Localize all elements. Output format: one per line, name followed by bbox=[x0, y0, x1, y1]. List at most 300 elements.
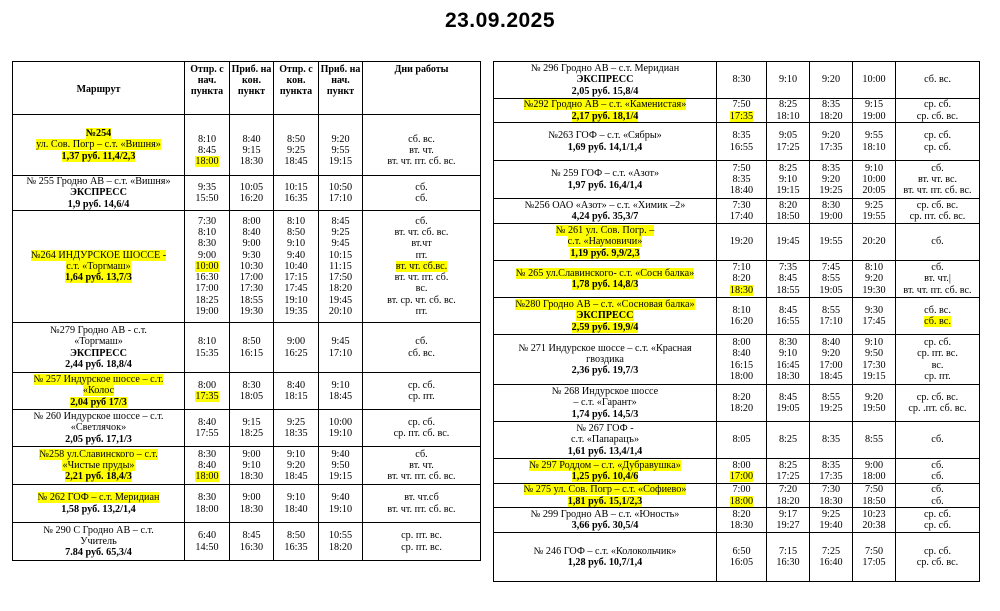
cell-dep-start bbox=[717, 335, 767, 385]
cell-arr-start bbox=[853, 459, 896, 484]
cell-arr-start bbox=[853, 99, 896, 123]
cell-route bbox=[13, 485, 185, 523]
route-line: 1,81 руб. 15,1/2,3 bbox=[567, 495, 643, 507]
time-line: 17:10 bbox=[328, 347, 353, 359]
days-line: ср. сб. вс. bbox=[916, 110, 959, 122]
table-row bbox=[13, 115, 481, 176]
route-line: 2,04 руб 17/3 bbox=[70, 396, 127, 408]
route-line: «Светлячок» bbox=[70, 422, 127, 434]
cell-arr-start bbox=[319, 410, 363, 447]
cell-dep-end bbox=[810, 385, 853, 422]
days-line: вт. чт. вс. bbox=[917, 173, 958, 185]
route-line: 2,59 руб. 19,9/4 bbox=[571, 321, 639, 333]
cell-arr-start bbox=[853, 224, 896, 261]
time-line: 18:40 bbox=[729, 185, 754, 197]
time-line: 9:10 bbox=[778, 173, 798, 185]
time-line: 9:20 bbox=[864, 273, 884, 285]
table-row bbox=[13, 485, 481, 523]
time-line: 19:45 bbox=[328, 294, 353, 306]
time-line: 18:25 bbox=[239, 428, 264, 439]
time-line: 19:25 bbox=[819, 403, 843, 414]
time-line: 7:15 bbox=[778, 545, 798, 557]
time-line: 18:00 bbox=[862, 471, 886, 482]
days-line: вт. чт.| bbox=[924, 273, 951, 285]
cell-route bbox=[13, 373, 185, 410]
time-line: 18:40 bbox=[284, 503, 308, 515]
time-line: 17:35 bbox=[729, 110, 754, 122]
time-line: 8:40 bbox=[821, 337, 841, 349]
time-line: 17:30 bbox=[239, 283, 264, 295]
time-line: 10:23 bbox=[862, 508, 886, 520]
time-line: 8:10 bbox=[197, 227, 217, 239]
time-line: 8:55 bbox=[821, 273, 841, 285]
cell-dep-start bbox=[717, 533, 767, 582]
route-line: 2,21 руб. 18,4/3 bbox=[65, 471, 132, 483]
days-line: вт. чт. пт. сб. вс. bbox=[387, 471, 456, 483]
time-line: 19:00 bbox=[862, 110, 886, 122]
table-row bbox=[13, 176, 481, 211]
cell-days bbox=[896, 385, 980, 422]
table-row bbox=[494, 62, 980, 99]
time-line: 18:55 bbox=[776, 284, 800, 296]
route-line: – с.т. «Гарант» bbox=[573, 397, 637, 409]
cell-route bbox=[494, 298, 717, 335]
cell-days bbox=[363, 485, 481, 523]
time-line: 9:10 bbox=[864, 162, 884, 174]
time-line: 9:55 bbox=[331, 145, 350, 156]
cell-arr-start bbox=[853, 161, 896, 199]
time-line: 9:20 bbox=[331, 133, 350, 145]
days-line: сб. bbox=[931, 262, 944, 274]
days-line: сб. вс. bbox=[408, 347, 435, 359]
days-line: ср. .пт. сб. вс. bbox=[908, 403, 967, 414]
route-line: ЭКСПРЕСС bbox=[576, 74, 634, 86]
route-line: № 267 ГОФ - bbox=[576, 423, 634, 435]
time-line: 19:15 bbox=[776, 185, 800, 197]
route-line: 2,17 руб. 18,1/4 bbox=[571, 110, 639, 122]
header-dep-start: Отпр. с нач. пункта bbox=[185, 62, 230, 115]
time-line: 19:15 bbox=[328, 156, 353, 168]
time-line: 8:10 bbox=[732, 304, 751, 316]
cell-days bbox=[896, 459, 980, 484]
route-line: 1,97 руб. 16,4/1,4 bbox=[567, 179, 643, 191]
time-line: 16:55 bbox=[729, 141, 754, 153]
cell-arr-start bbox=[853, 298, 896, 335]
route-line: 4,24 руб. 35,3/7 bbox=[571, 211, 639, 222]
time-line: 11:15 bbox=[329, 260, 352, 272]
time-line: 18:00 bbox=[195, 503, 219, 515]
cell-route bbox=[494, 99, 717, 123]
time-line: 20:05 bbox=[862, 185, 886, 197]
route-line: 1,58 руб. 13,2/1,4 bbox=[61, 503, 136, 515]
cell-arr-start bbox=[319, 211, 363, 323]
time-line: 18:50 bbox=[776, 211, 800, 222]
cell-arr-end bbox=[767, 533, 810, 582]
time-line: 18:45 bbox=[284, 156, 308, 168]
cell-arr-end bbox=[767, 62, 810, 99]
cell-arr-start bbox=[853, 261, 896, 298]
cell-dep-end bbox=[274, 176, 319, 211]
time-line: 7:30 bbox=[732, 199, 751, 211]
time-line: 17:05 bbox=[862, 557, 886, 568]
table-row bbox=[494, 199, 980, 224]
days-line: вс. bbox=[415, 283, 428, 295]
cell-dep-end bbox=[274, 115, 319, 176]
cell-dep-start bbox=[185, 410, 230, 447]
time-line: 8:40 bbox=[197, 416, 217, 428]
time-line: 9:20 bbox=[821, 173, 841, 185]
time-line: 19:00 bbox=[195, 305, 219, 317]
cell-dep-start bbox=[185, 323, 230, 373]
days-line: вт. ср. чт. сб. вс. bbox=[387, 294, 456, 306]
cell-route bbox=[494, 484, 717, 508]
cell-route bbox=[494, 459, 717, 484]
cell-dep-end bbox=[274, 485, 319, 523]
time-line: 8:10 bbox=[197, 133, 217, 145]
days-line: ср. пт. вс. bbox=[401, 530, 442, 542]
time-line: 8:10 bbox=[864, 262, 884, 274]
time-line: 9:50 bbox=[331, 459, 350, 471]
cell-dep-start bbox=[717, 224, 767, 261]
cell-dep-start bbox=[185, 485, 230, 523]
cell-arr-start bbox=[319, 373, 363, 410]
time-line: 9:10 bbox=[286, 448, 306, 460]
cell-route bbox=[494, 161, 717, 199]
days-line: сб. bbox=[931, 495, 944, 507]
time-line: 17:35 bbox=[819, 471, 843, 482]
cell-route bbox=[494, 385, 717, 422]
time-line: 8:20 bbox=[732, 391, 751, 403]
left-schedule-table bbox=[12, 61, 481, 561]
cell-arr-start bbox=[853, 484, 896, 508]
time-line: 19:55 bbox=[819, 236, 843, 248]
cell-dep-end bbox=[810, 335, 853, 385]
time-line: 16:40 bbox=[819, 557, 843, 568]
cell-dep-end bbox=[810, 533, 853, 582]
cell-dep-start bbox=[185, 523, 230, 561]
route-line: 1,74 руб. 14,5/3 bbox=[571, 408, 639, 420]
cell-arr-end bbox=[230, 176, 274, 211]
cell-dep-start bbox=[185, 447, 230, 485]
days-line: сб. вс. bbox=[408, 133, 435, 145]
cell-arr-end bbox=[767, 298, 810, 335]
days-line: ср. сб. bbox=[923, 520, 952, 531]
days-line: ср. сб. bbox=[923, 99, 952, 111]
time-line: 9:10 bbox=[864, 337, 884, 349]
days-line: ср. сб. вс. bbox=[916, 391, 959, 403]
route-line: №258 ул.Славинского – с.т. bbox=[39, 448, 158, 460]
cell-arr-end bbox=[767, 123, 810, 161]
time-line: 18:55 bbox=[239, 294, 264, 306]
time-line: 8:10 bbox=[286, 216, 306, 228]
table-row bbox=[494, 224, 980, 261]
cell-dep-start bbox=[717, 199, 767, 224]
cell-route bbox=[494, 422, 717, 459]
table-row bbox=[13, 373, 481, 410]
cell-route bbox=[13, 447, 185, 485]
time-line: 8:20 bbox=[732, 273, 751, 285]
table-row bbox=[494, 459, 980, 484]
time-line: 8:55 bbox=[864, 434, 884, 446]
time-line: 8:45 bbox=[331, 216, 350, 228]
route-line: 1,61 руб. 13,4/1,4 bbox=[567, 445, 643, 457]
cell-dep-end bbox=[810, 199, 853, 224]
time-line: 9:10 bbox=[286, 238, 306, 250]
cell-dep-end bbox=[810, 99, 853, 123]
time-line: 19:35 bbox=[284, 305, 308, 317]
time-line: 8:50 bbox=[286, 133, 306, 145]
days-line: ср. сб. bbox=[407, 416, 436, 428]
time-line: 9:20 bbox=[821, 74, 841, 86]
time-line: 9:25 bbox=[331, 227, 350, 239]
time-line: 7:35 bbox=[778, 262, 798, 274]
time-line: 15:35 bbox=[195, 347, 219, 359]
time-line: 10:55 bbox=[328, 530, 353, 542]
route-line: №264 ИНДУРСКОЕ ШОССЕ - bbox=[30, 249, 167, 261]
time-line: 16:05 bbox=[729, 557, 754, 568]
time-line: 8:35 bbox=[821, 459, 841, 471]
route-line: 1,64 руб. 13,7/3 bbox=[65, 272, 132, 284]
time-line: 19:15 bbox=[862, 370, 886, 382]
cell-days bbox=[896, 161, 980, 199]
days-line: ср. пт. сб. вс. bbox=[909, 211, 966, 222]
time-line: 19:10 bbox=[328, 428, 353, 439]
cell-days bbox=[896, 261, 980, 298]
time-line: 18:50 bbox=[862, 495, 886, 507]
time-line: 20:20 bbox=[862, 236, 886, 248]
cell-arr-end bbox=[767, 199, 810, 224]
time-line: 9:55 bbox=[864, 130, 884, 142]
time-line: 8:25 bbox=[778, 434, 798, 446]
cell-dep-start bbox=[717, 459, 767, 484]
days-line: ср. пт. сб. вс. bbox=[393, 428, 450, 439]
time-line: 9:45 bbox=[331, 336, 350, 348]
route-line: гвоздика bbox=[586, 353, 624, 365]
days-line: сб. bbox=[931, 484, 944, 496]
days-line: сб. bbox=[415, 336, 428, 348]
time-line: 8:40 bbox=[242, 133, 261, 145]
cell-route bbox=[13, 523, 185, 561]
cell-days bbox=[363, 323, 481, 373]
days-line: ср. сб. bbox=[923, 141, 952, 153]
route-line: № 262 ГОФ – с.т. Меридиан bbox=[37, 492, 160, 504]
route-line: № 255 Гродно АВ – с.т. «Вишня» bbox=[26, 176, 171, 188]
cell-arr-start bbox=[853, 508, 896, 533]
route-line: «Чистые пруды» bbox=[62, 459, 135, 471]
route-line: № 290 С Гродно АВ – с.т. bbox=[43, 524, 154, 536]
cell-arr-end bbox=[767, 224, 810, 261]
time-line: 8:35 bbox=[821, 162, 841, 174]
header-arr-start: Приб. на нач. пункт bbox=[319, 62, 363, 115]
cell-arr-start bbox=[853, 385, 896, 422]
time-line: 18:30 bbox=[776, 370, 800, 382]
time-line: 8:30 bbox=[197, 492, 217, 504]
time-line: 18:30 bbox=[239, 503, 264, 515]
days-line: ср. сб. bbox=[923, 545, 952, 557]
cell-dep-end bbox=[810, 459, 853, 484]
time-line: 8:50 bbox=[286, 227, 306, 239]
table-row bbox=[494, 335, 980, 385]
time-line: 17:35 bbox=[195, 391, 219, 402]
time-line: 8:40 bbox=[286, 379, 306, 391]
cell-arr-end bbox=[230, 447, 274, 485]
time-line: 8:40 bbox=[197, 459, 217, 471]
time-line: 20:10 bbox=[328, 305, 353, 317]
days-line: ср. сб. bbox=[923, 508, 952, 520]
time-line: 18:45 bbox=[819, 370, 843, 382]
table-row bbox=[494, 533, 980, 582]
time-line: 17:10 bbox=[328, 193, 353, 204]
header-arr-end: Приб. на кон. пункт bbox=[230, 62, 274, 115]
cell-arr-start bbox=[319, 115, 363, 176]
time-line: 9:05 bbox=[778, 130, 798, 142]
cell-route bbox=[13, 410, 185, 447]
route-line: №254 bbox=[85, 128, 112, 140]
days-line: сб. bbox=[415, 216, 428, 228]
time-line: 18:10 bbox=[776, 110, 800, 122]
time-line: 9:40 bbox=[331, 492, 350, 504]
time-line: 18:15 bbox=[284, 391, 308, 402]
route-line: № 261 ул. Сов. Погр. – bbox=[555, 225, 655, 237]
route-line: №292 Гродно АВ – с.т. «Каменистая» bbox=[523, 99, 687, 111]
time-line: 8:45 bbox=[778, 304, 798, 316]
time-line: 8:20 bbox=[778, 199, 798, 211]
cell-route bbox=[494, 335, 717, 385]
time-line: 7:30 bbox=[821, 484, 841, 496]
cell-arr-start bbox=[319, 485, 363, 523]
days-line: вт. чт. пт. сб. вс. bbox=[387, 156, 456, 168]
time-line: 9:20 bbox=[821, 130, 841, 142]
cell-dep-start bbox=[717, 62, 767, 99]
days-line: ср. пт. bbox=[924, 370, 951, 382]
cell-days bbox=[896, 123, 980, 161]
time-line: 18:30 bbox=[239, 156, 264, 168]
time-line: 9:00 bbox=[864, 459, 884, 471]
days-line: сб. bbox=[931, 236, 944, 248]
cell-dep-end bbox=[274, 410, 319, 447]
time-line: 18:30 bbox=[729, 520, 754, 531]
right-table-body bbox=[494, 62, 980, 582]
time-line: 10:00 bbox=[195, 260, 219, 272]
time-line: 9:00 bbox=[286, 336, 306, 348]
time-line: 9:17 bbox=[778, 508, 798, 520]
route-line: 1,25 руб. 10,4/6 bbox=[571, 471, 639, 482]
days-line: сб. bbox=[415, 193, 428, 204]
route-line: № 246 ГОФ – с.т. «Колокольчик» bbox=[533, 545, 677, 557]
time-line: 8:00 bbox=[197, 379, 217, 391]
time-line: 17:15 bbox=[284, 272, 308, 284]
cell-arr-start bbox=[853, 533, 896, 582]
cell-arr-end bbox=[230, 323, 274, 373]
table-row bbox=[494, 508, 980, 533]
time-line: 9:20 bbox=[821, 348, 841, 360]
days-line: вт. чт. bbox=[409, 459, 434, 471]
cell-arr-end bbox=[230, 211, 274, 323]
cell-route bbox=[494, 508, 717, 533]
time-line: 18:00 bbox=[195, 156, 219, 168]
time-line: 8:25 bbox=[778, 99, 798, 111]
time-line: 17:25 bbox=[776, 141, 800, 153]
time-line: 8:35 bbox=[732, 173, 751, 185]
cell-arr-start bbox=[853, 62, 896, 99]
cell-days bbox=[896, 533, 980, 582]
cell-route bbox=[494, 261, 717, 298]
route-line: 1,19 руб. 9,9/2,3 bbox=[570, 247, 640, 259]
time-line: 18:45 bbox=[328, 391, 353, 402]
route-line: 3,66 руб. 30,5/4 bbox=[571, 520, 639, 531]
time-line: 9:10 bbox=[778, 348, 798, 360]
route-line: № 297 Роддом – с.т. «Дубравушка» bbox=[529, 459, 681, 471]
time-line: 9:20 bbox=[864, 391, 884, 403]
cell-arr-start bbox=[853, 335, 896, 385]
time-line: 7:50 bbox=[864, 484, 884, 496]
time-line: 16:30 bbox=[195, 272, 219, 284]
time-line: 8:05 bbox=[732, 434, 751, 446]
time-line: 9:10 bbox=[331, 379, 350, 391]
table-row bbox=[494, 385, 980, 422]
time-line: 16:35 bbox=[284, 541, 308, 553]
header-route: Маршрут bbox=[13, 62, 185, 115]
time-line: 10:15 bbox=[328, 249, 353, 261]
cell-arr-start bbox=[319, 323, 363, 373]
time-line: 17:45 bbox=[284, 283, 308, 295]
time-line: 9:00 bbox=[242, 492, 261, 504]
route-line: № 299 Гродно АВ – с.т. «Юность» bbox=[530, 508, 680, 520]
time-line: 19:05 bbox=[776, 403, 800, 414]
route-line: 1,9 руб. 14,6/4 bbox=[67, 198, 130, 210]
time-line: 16:25 bbox=[284, 347, 308, 359]
time-line: 19:55 bbox=[862, 211, 886, 222]
time-line: 9:15 bbox=[864, 99, 884, 111]
time-line: 8:50 bbox=[242, 336, 261, 348]
time-line: 9:50 bbox=[864, 348, 884, 360]
time-line: 18:30 bbox=[729, 284, 754, 296]
cell-days bbox=[363, 410, 481, 447]
time-line: 19:27 bbox=[776, 520, 800, 531]
time-line: 9:00 bbox=[242, 238, 261, 250]
right-schedule-table bbox=[493, 61, 980, 582]
cell-arr-start bbox=[853, 422, 896, 459]
cell-days bbox=[896, 99, 980, 123]
cell-dep-end bbox=[810, 422, 853, 459]
table-row bbox=[494, 484, 980, 508]
time-line: 18:10 bbox=[862, 141, 886, 153]
days-line: вт. чт. сб.вс. bbox=[395, 260, 448, 272]
days-line: ср. сб. bbox=[407, 379, 436, 391]
time-line: 9:15 bbox=[242, 416, 261, 428]
cell-dep-start bbox=[717, 385, 767, 422]
route-line: №279 Гродно АВ - с.т. bbox=[50, 325, 147, 337]
days-line: вт. чт. пт. сб. bbox=[394, 272, 449, 284]
time-line: 7:50 bbox=[732, 99, 751, 111]
days-line: ср. пт. bbox=[408, 391, 435, 402]
route-line: «Торгмаш» bbox=[74, 336, 123, 348]
cell-dep-end bbox=[274, 211, 319, 323]
time-line: 9:45 bbox=[331, 238, 350, 250]
route-line: 2,05 руб. 15,8/4 bbox=[571, 85, 639, 97]
time-line: 8:35 bbox=[732, 130, 751, 142]
route-line: № 257 Индурское шоссе – с.т. bbox=[33, 374, 164, 386]
cell-days bbox=[363, 373, 481, 410]
time-line: 16:45 bbox=[776, 359, 800, 371]
time-line: 17:00 bbox=[239, 272, 264, 284]
page-title: 23.09.2025 bbox=[444, 9, 556, 32]
time-line: 8:25 bbox=[778, 162, 798, 174]
cell-dep-end bbox=[810, 484, 853, 508]
cell-dep-end bbox=[810, 261, 853, 298]
time-line: 19:10 bbox=[328, 503, 353, 515]
cell-dep-end bbox=[810, 123, 853, 161]
